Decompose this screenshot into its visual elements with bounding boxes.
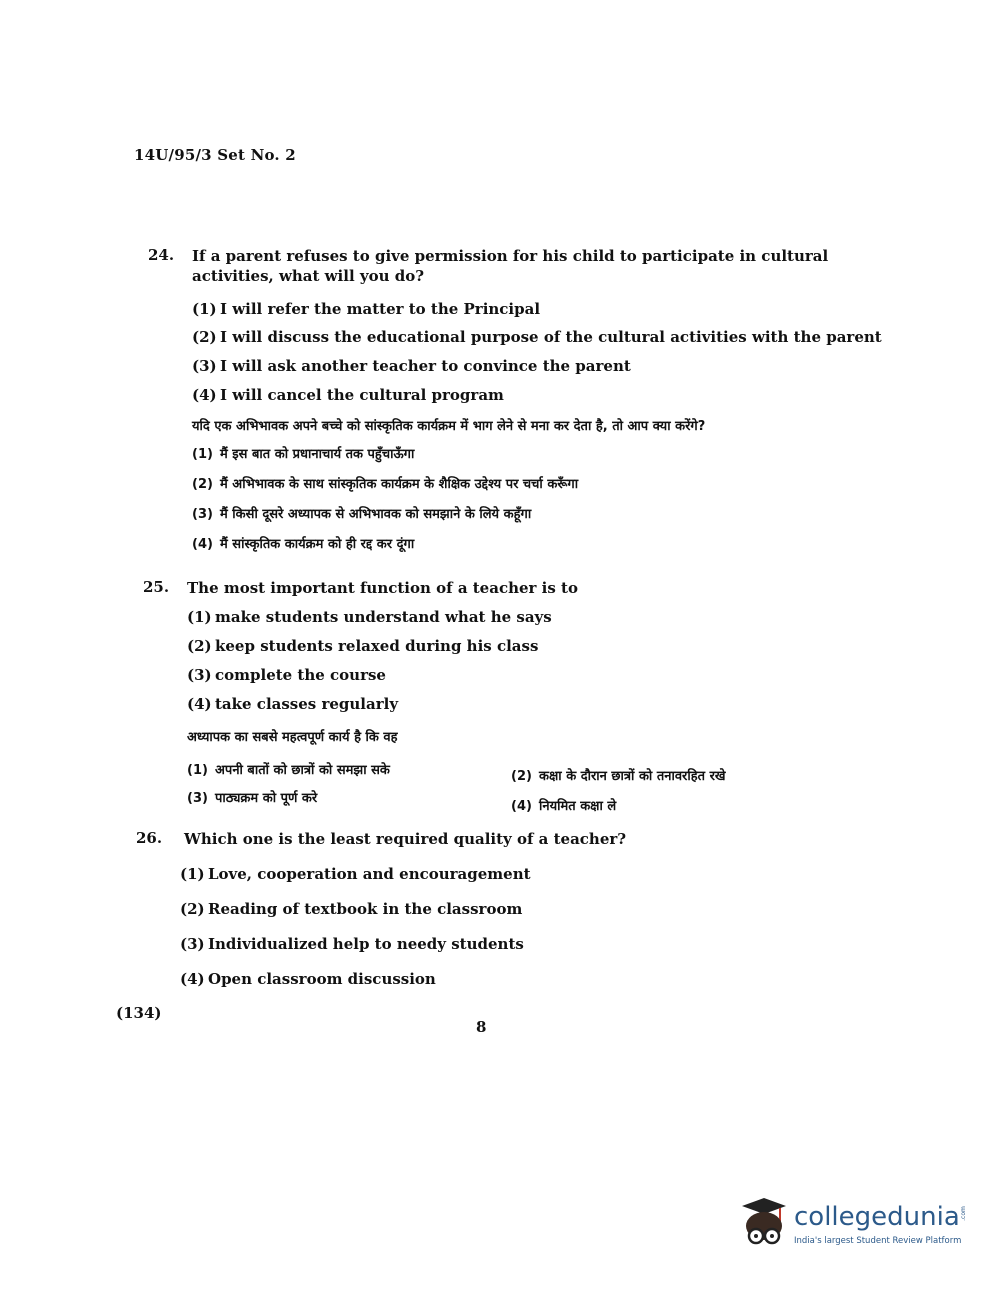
option-text: Reading of textbook in the classroom <box>208 900 523 918</box>
option-text: make students understand what he says <box>215 608 552 626</box>
option-text: अपनी बातों को छात्रों को समझा सके <box>215 763 390 778</box>
option-number: (2) <box>192 328 217 346</box>
option-text: कक्षा के दौरान छात्रों को तनावरहित रखे <box>539 769 726 784</box>
option-number: (3) <box>187 791 208 806</box>
option-number: (4) <box>180 970 205 988</box>
question-number: 25. <box>143 578 170 596</box>
page-number: 8 <box>476 1018 487 1036</box>
hindi-option-3 <box>192 504 531 522</box>
booklet-code: (134) <box>116 1004 162 1022</box>
option-text: मैं अभिभावक के साथ सांस्कृतिक कार्यक्रम के शैक्षिक उद्देश्य पर चर्चा करूँगा <box>220 477 579 492</box>
option-3 <box>180 935 524 953</box>
mascot-icon <box>734 1196 794 1258</box>
option-number: (1) <box>180 865 205 883</box>
option-text: I will refer the matter to the Principal <box>220 300 541 318</box>
option-text: Open classroom discussion <box>208 970 436 988</box>
hindi-option-2 <box>192 474 578 492</box>
option-number: (2) <box>192 477 213 492</box>
question-26 <box>136 829 736 999</box>
option-text: I will cancel the cultural program <box>220 386 504 404</box>
hindi-option-4 <box>192 534 414 552</box>
question-text: If a parent refuses to give permission for his child to participate in cultural activities, what will you do? <box>192 247 829 285</box>
option-4 <box>180 970 436 988</box>
option-number: (4) <box>192 537 213 552</box>
option-number: (2) <box>187 637 212 655</box>
option-text: मैं किसी दूसरे अध्यापक से अभिभावक को समझाने के लिये कहूँगा <box>220 507 532 522</box>
logo-tagline: India's largest Student Review Platform <box>794 1236 962 1246</box>
option-number: (4) <box>187 695 212 713</box>
option-4 <box>192 386 504 404</box>
option-number: (3) <box>180 935 205 953</box>
option-text: keep students relaxed during his class <box>215 637 539 655</box>
option-text: मैं इस बात को प्रधानाचार्य तक पहुँचाऊँगा <box>220 447 415 462</box>
question-text: The most important function of a teacher is to <box>187 579 578 597</box>
hindi-option-2 <box>511 766 726 784</box>
hindi-option-1 <box>192 444 414 462</box>
option-number: (1) <box>192 447 213 462</box>
paper-code: 14U/95/3 Set No. 2 <box>134 146 296 164</box>
question-text: Which one is the least required quality of a teacher? <box>184 830 627 848</box>
option-2 <box>192 328 882 346</box>
option-text: Individualized help to needy students <box>208 935 524 953</box>
hindi-option-3 <box>187 788 317 806</box>
option-2 <box>180 900 522 918</box>
option-2 <box>187 637 538 655</box>
option-number: (1) <box>187 763 208 778</box>
option-number: (3) <box>192 507 213 522</box>
logo-wordmark: collegedunia <box>794 1202 960 1232</box>
option-3 <box>192 357 631 375</box>
option-number: (2) <box>180 900 205 918</box>
option-3 <box>187 666 386 684</box>
question-25 <box>143 578 843 818</box>
option-number: (2) <box>511 769 532 784</box>
collegedunia-logo <box>734 1196 967 1258</box>
option-1 <box>187 608 552 626</box>
question-24 <box>148 246 882 566</box>
option-text: मैं सांस्कृतिक कार्यक्रम को ही रद्द कर दूंगा <box>220 537 415 552</box>
option-text: नियमित कक्षा ले <box>539 799 617 814</box>
option-1 <box>192 300 540 318</box>
option-number: (4) <box>511 799 532 814</box>
hindi-option-1 <box>187 760 390 778</box>
option-4 <box>187 695 398 713</box>
option-number: (1) <box>187 608 212 626</box>
hindi-question-text: अध्यापक का सबसे महत्वपूर्ण कार्य है कि वह <box>187 730 398 745</box>
question-number: 24. <box>148 246 175 264</box>
option-text: take classes regularly <box>215 695 399 713</box>
option-text: I will discuss the educational purpose of the cultural activities with the parent <box>220 328 882 346</box>
option-number: (1) <box>192 300 217 318</box>
question-number: 26. <box>136 829 163 847</box>
logo-suffix: .com <box>959 1206 967 1221</box>
option-number: (4) <box>192 386 217 404</box>
option-text: पाठ्यक्रम को पूर्ण करे <box>215 791 318 806</box>
option-number: (3) <box>192 357 217 375</box>
hindi-option-4 <box>511 796 616 814</box>
option-text: Love, cooperation and encouragement <box>208 865 531 883</box>
hindi-question-text: यदि एक अभिभावक अपने बच्चे को सांस्कृतिक कार्यक्रम में भाग लेने से मना कर देता है, तो आप क्या करेंगे? <box>192 419 706 434</box>
option-text: complete the course <box>215 666 386 684</box>
option-1 <box>180 865 531 883</box>
option-text: I will ask another teacher to convince the parent <box>220 357 631 375</box>
option-number: (3) <box>187 666 212 684</box>
